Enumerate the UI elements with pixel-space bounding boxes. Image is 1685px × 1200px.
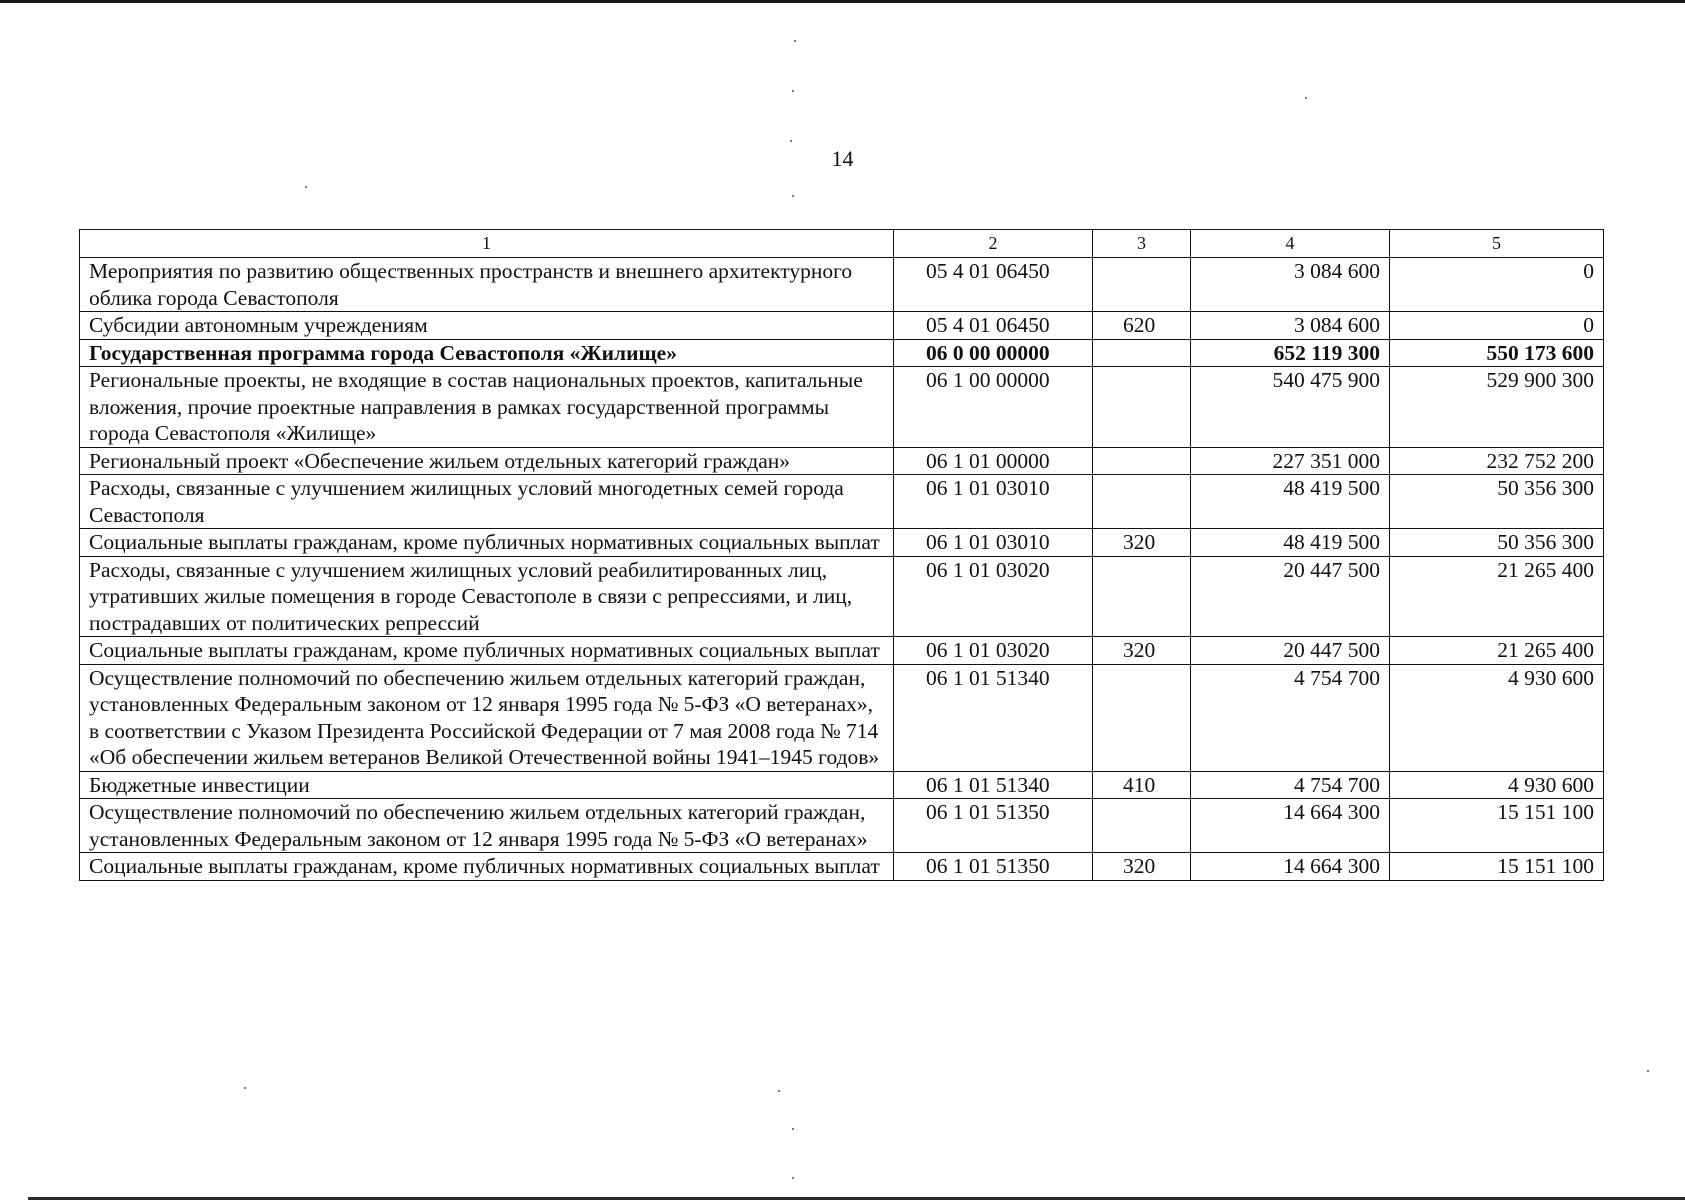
target-article-code-cell: 06 1 00 00000 bbox=[894, 367, 1093, 448]
amount-cell-column-4: 652 119 300 bbox=[1191, 339, 1390, 367]
scan-speck bbox=[778, 1090, 780, 1092]
column-number: 2 bbox=[894, 230, 1093, 258]
amount-cell-column-4: 4 754 700 bbox=[1191, 771, 1390, 799]
expense-name-cell: Региональные проекты, не входящие в состав национальных проектов, капитальные вложения, прочие проектные направления в рамках государственной программы города Севастополя «Жилище» bbox=[80, 367, 894, 448]
scan-speck bbox=[792, 1128, 794, 1130]
table-row bbox=[80, 367, 1604, 448]
expense-name-cell: Социальные выплаты гражданам, кроме публичных нормативных социальных выплат bbox=[80, 637, 894, 665]
expense-type-code-cell bbox=[1093, 367, 1191, 448]
column-number: 4 bbox=[1191, 230, 1390, 258]
amount-cell-column-5: 50 356 300 bbox=[1390, 529, 1604, 557]
expense-type-code-cell bbox=[1093, 664, 1191, 771]
expense-type-code-cell bbox=[1093, 258, 1191, 312]
amount-cell-column-5: 550 173 600 bbox=[1390, 339, 1604, 367]
table-row bbox=[80, 664, 1604, 771]
amount-cell-column-4: 20 447 500 bbox=[1191, 637, 1390, 665]
scan-speck bbox=[244, 1087, 246, 1089]
page-number: 14 bbox=[831, 146, 854, 171]
table-row bbox=[80, 771, 1604, 799]
budget-table bbox=[79, 229, 1604, 881]
table-row bbox=[80, 447, 1604, 475]
target-article-code-cell: 05 4 01 06450 bbox=[894, 312, 1093, 340]
expense-name-cell: Мероприятия по развитию общественных пространств и внешнего архитектурного облика города Севастополя bbox=[80, 258, 894, 312]
target-article-code-cell: 06 1 01 51350 bbox=[894, 799, 1093, 853]
amount-cell-column-4: 3 084 600 bbox=[1191, 312, 1390, 340]
amount-cell-column-4: 48 419 500 bbox=[1191, 475, 1390, 529]
scan-speck bbox=[794, 40, 796, 42]
amount-cell-column-4: 227 351 000 bbox=[1191, 447, 1390, 475]
table-row bbox=[80, 475, 1604, 529]
expense-name-cell: Региональный проект «Обеспечение жильем отдельных категорий граждан» bbox=[80, 447, 894, 475]
expense-type-code-cell bbox=[1093, 799, 1191, 853]
column-number: 3 bbox=[1093, 230, 1191, 258]
table-row bbox=[80, 556, 1604, 637]
target-article-code-cell: 06 1 01 51340 bbox=[894, 664, 1093, 771]
scan-speck bbox=[792, 195, 794, 197]
amount-cell-column-5: 0 bbox=[1390, 258, 1604, 312]
expense-name-cell: Социальные выплаты гражданам, кроме публичных нормативных социальных выплат bbox=[80, 529, 894, 557]
expense-type-code-cell: 320 bbox=[1093, 529, 1191, 557]
target-article-code-cell: 05 4 01 06450 bbox=[894, 258, 1093, 312]
expense-type-code-cell: 620 bbox=[1093, 312, 1191, 340]
amount-cell-column-5: 21 265 400 bbox=[1390, 556, 1604, 637]
scan-speck bbox=[792, 1177, 794, 1179]
table-row bbox=[80, 853, 1604, 881]
expense-name-cell: Социальные выплаты гражданам, кроме публичных нормативных социальных выплат bbox=[80, 853, 894, 881]
table-row bbox=[80, 312, 1604, 340]
expense-type-code-cell bbox=[1093, 339, 1191, 367]
table-row bbox=[80, 799, 1604, 853]
expense-name-cell: Осуществление полномочий по обеспечению жильем отдельных категорий граждан, установленных Федеральным законом от 12 января 1995 года № 5-ФЗ «О ветеранах» bbox=[80, 799, 894, 853]
amount-cell-column-5: 21 265 400 bbox=[1390, 637, 1604, 665]
scan-top-edge bbox=[0, 0, 1685, 3]
expense-name-cell: Субсидии автономным учреждениям bbox=[80, 312, 894, 340]
expense-name-cell: Государственная программа города Севастополя «Жилище» bbox=[80, 339, 894, 367]
target-article-code-cell: 06 1 01 51340 bbox=[894, 771, 1093, 799]
expense-name-cell: Расходы, связанные с улучшением жилищных условий реабилитированных лиц, утративших жилые помещения в городе Севастополе в связи с репрессиями, и лиц, пострадавших от политических репрессий bbox=[80, 556, 894, 637]
expense-type-code-cell bbox=[1093, 447, 1191, 475]
amount-cell-column-4: 3 084 600 bbox=[1191, 258, 1390, 312]
target-article-code-cell: 06 1 01 51350 bbox=[894, 853, 1093, 881]
expense-type-code-cell: 410 bbox=[1093, 771, 1191, 799]
expense-type-code-cell: 320 bbox=[1093, 853, 1191, 881]
target-article-code-cell: 06 1 01 03010 bbox=[894, 529, 1093, 557]
target-article-code-cell: 06 1 01 03020 bbox=[894, 637, 1093, 665]
scan-speck bbox=[1305, 97, 1307, 99]
target-article-code-cell: 06 1 01 03020 bbox=[894, 556, 1093, 637]
expense-name-cell: Бюджетные инвестиции bbox=[80, 771, 894, 799]
expense-type-code-cell: 320 bbox=[1093, 637, 1191, 665]
amount-cell-column-4: 14 664 300 bbox=[1191, 853, 1390, 881]
expense-type-code-cell bbox=[1093, 475, 1191, 529]
target-article-code-cell: 06 1 01 03010 bbox=[894, 475, 1093, 529]
amount-cell-column-4: 14 664 300 bbox=[1191, 799, 1390, 853]
amount-cell-column-5: 4 930 600 bbox=[1390, 771, 1604, 799]
column-number-row bbox=[80, 230, 1604, 258]
target-article-code-cell: 06 1 01 00000 bbox=[894, 447, 1093, 475]
amount-cell-column-5: 0 bbox=[1390, 312, 1604, 340]
amount-cell-column-4: 20 447 500 bbox=[1191, 556, 1390, 637]
target-article-code-cell: 06 0 00 00000 bbox=[894, 339, 1093, 367]
scan-speck bbox=[792, 90, 794, 92]
column-number: 1 bbox=[80, 230, 894, 258]
amount-cell-column-5: 15 151 100 bbox=[1390, 799, 1604, 853]
scan-speck bbox=[790, 140, 792, 142]
amount-cell-column-4: 4 754 700 bbox=[1191, 664, 1390, 771]
budget-table-body bbox=[80, 230, 1604, 881]
amount-cell-column-5: 15 151 100 bbox=[1390, 853, 1604, 881]
amount-cell-column-5: 232 752 200 bbox=[1390, 447, 1604, 475]
scan-speck bbox=[1647, 1070, 1649, 1072]
scan-speck bbox=[305, 186, 307, 188]
amount-cell-column-5: 50 356 300 bbox=[1390, 475, 1604, 529]
table-row bbox=[80, 258, 1604, 312]
table-row bbox=[80, 637, 1604, 665]
table-row bbox=[80, 529, 1604, 557]
amount-cell-column-4: 540 475 900 bbox=[1191, 367, 1390, 448]
amount-cell-column-4: 48 419 500 bbox=[1191, 529, 1390, 557]
expense-name-cell: Осуществление полномочий по обеспечению жильем отдельных категорий граждан, установленных Федеральным законом от 12 января 1995 года № 5-ФЗ «О ветеранах», в соответствии с Указом Президента Российской Федерации от 7 мая 2008 года № 714 «Об обеспечении жильем ветеранов Великой Отечественной войны 1941–1945 годов» bbox=[80, 664, 894, 771]
expense-name-cell: Расходы, связанные с улучшением жилищных условий многодетных семей города Севастополя bbox=[80, 475, 894, 529]
column-number: 5 bbox=[1390, 230, 1604, 258]
amount-cell-column-5: 4 930 600 bbox=[1390, 664, 1604, 771]
expense-type-code-cell bbox=[1093, 556, 1191, 637]
amount-cell-column-5: 529 900 300 bbox=[1390, 367, 1604, 448]
table-row bbox=[80, 339, 1604, 367]
